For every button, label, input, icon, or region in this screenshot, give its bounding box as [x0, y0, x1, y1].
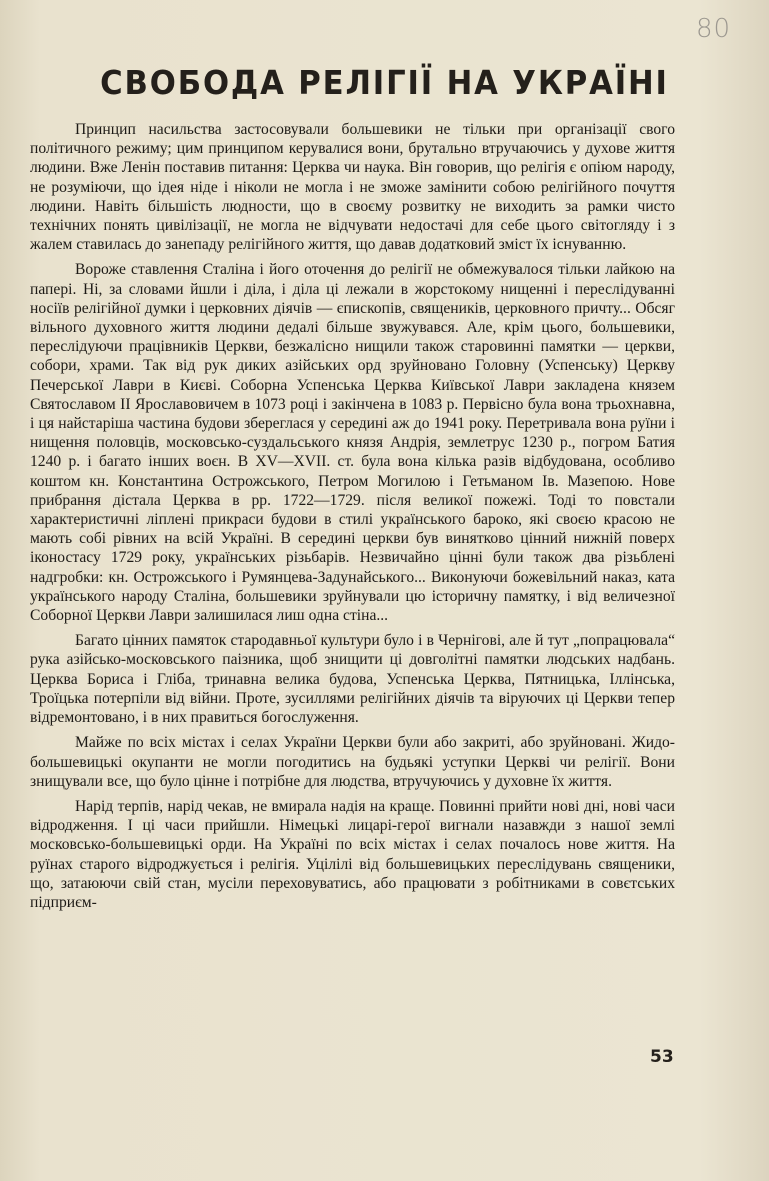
paragraph-4: Майже по всіх містах і селах України Церкви були або закриті, або зруйновані. Жидо-большевицькі окупанти не могли погодитись на будьякі уступки Церкві чи релігії. Вони знищували все, що було цінне і потрібне для людства, втручуючись у духовне їх життя.: [30, 734, 675, 790]
paragraph-1: Принцип насильства застосовували большевики не тільки при організації свого політичного режиму; цим принципом керувалися вони, брутально втручаючись у духове життя людини. Вже Ленін поставив питання: Церква чи наука. Він говорив, що релігія є опіюм народу, не розуміючи, що ідея ніде і ніколи не могла і не зможе замінити собою релігійного почуття людини. Навіть більшість людности, що в своєму розвитку не виходить за рамки чисто технічних понять цивілізації, не могла не відчувати недостачі для себе цього світогляду і з жалем ставилась до занепаду релігійного життя, що давав додатковий зміст їх існуванню.: [30, 121, 675, 254]
paragraph-3: Багато цінних памяток стародавньої культури було і в Чернігові, але й тут „попрацювала“ рука азійсько-московського паізника, щоб знищити ці довголітні памятки людських надбань. Церква Бориса і Гліба, тринавна велика будова, Успенська Церква, Пятницька, Іллінська, Троїцька потерпіли від війни. Проте, зусиллями релігійних діячів та віруючих ці Церкви тепер відремонтовано, і в них правиться богослуження.: [30, 632, 675, 727]
article-body: [30, 120, 675, 918]
paragraph-2: Вороже ставлення Сталіна і його оточення до релігії не обмежувалося тільки лайкою на папері. Ні, за словами йшли і діла, і діла ці лежали в жорстокому нищенні і переслідуванні носіїв релігійної думки і церковних діячів — єпископів, священиків, церковного причту... Обсяг вільного духовного життя людини дедалі більше звужувався. Але, крім цього, большевики, переслідуючи працівників Церкви, безжалісно нищили також старовинні памятки — церкви, собори, храми. Так від рук диких азійських орд зруйновано Головну (Успенську) Церкву Печерської Лаври в Києві. Соборна Успенська Церква Київської Лаври закладена князем Святославом II Ярославовичем в 1073 році і закінчена в 1083 р. Первісно була вона трьохнавна, і ця найстаріша частина будови збереглася у середині аж до 1941 року. Перетривала вона руїни і нищення половців, московсько-суздальського князя Андрія, землетрус 1230 р., погром Батия 1240 р. і багато інших воєн. В XV—XVII. ст. була вона кілька разів відбудована, особливо коштом кн. Константина Острожського, Петром Могилою і Гетьманом Ів. Мазепою. Нове прибрання дістала Церква в рр. 1722—1729. після великої пожежі. Тоді то повстали характеристичні ліплені прикраси будови в стилі українського бароко, які своєю красою не мають собі рівних на всій Україні. В середині церкви був винятково цінний нижній поверх іконостасу 1729 року, українських різьбарів. Незвичайно цінні були також два різьблені надгробки: кн. Острожського і Румянцева-Задунайського... Виконуючи божевільний наказ, ката українського народу Сталіна, большевики зруйнували цю історичну памятку, і від величезної Соборної Церкви Лаври залишилася лиш одна стіна...: [30, 261, 675, 625]
page-title: СВОБОДА РЕЛІГІЇ НА УКРАЇНІ: [100, 63, 669, 102]
handwritten-page-number: 80: [696, 14, 732, 44]
paragraph-5: Нарід терпів, нарід чекав, не вмирала надія на краще. Повинні прийти нові дні, нові часи відродження. І ці часи прийшли. Німецькі лицарі-герої вигнали назавжди з нашої землі московсько-большевицькі орди. На Україні по всіх містах і селах почалось нове життя. На руїнах старого відроджується і релігія. Уцілілі від большевицьких переслідувань священики, що, затаюючи свій стан, мусіли переховуватись, або працювати з робітниками в совєтських підприєм-: [30, 797, 675, 911]
page-number: 53: [650, 1047, 674, 1067]
